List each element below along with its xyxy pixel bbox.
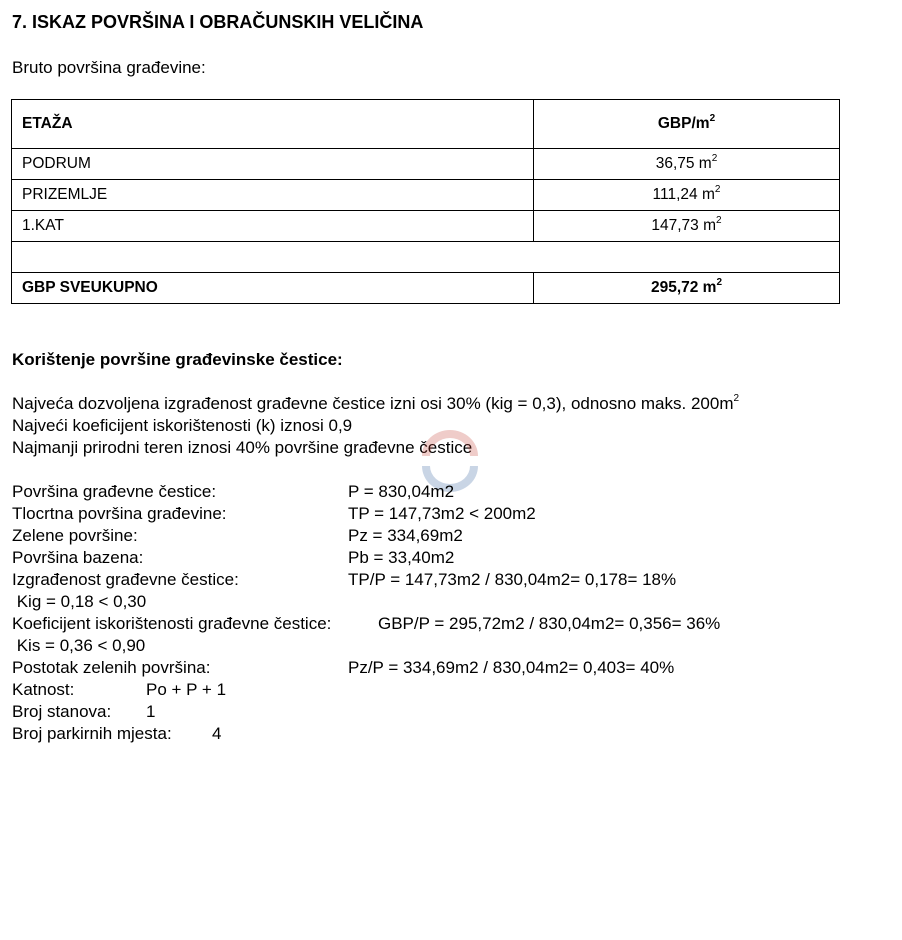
build-ratio-value: TP/P = 147,73m2 / 830,04m2= 0,178= 18% bbox=[348, 570, 677, 589]
green-area-value: Pz = 334,69m2 bbox=[348, 526, 463, 545]
section-heading: 7. ISKAZ POVRŠINA I OBRAČUNSKIH VELIČINA bbox=[12, 12, 424, 32]
min-natural-terrain-line: Najmanji prirodni teren iznosi 40% površine građevne čestice bbox=[12, 438, 473, 457]
floor-area: 36,75 $m^2$ bbox=[534, 149, 840, 180]
floor-area: 147,73 $m^2$ bbox=[534, 211, 840, 242]
plot-usage-title: Korištenje površine građevinske čestice: bbox=[12, 350, 343, 369]
kig-line: Kig = 0,18 < 0,30 bbox=[12, 592, 147, 611]
footprint-value: TP = 147,73m2 < 200m2 bbox=[348, 504, 536, 523]
table-total-row bbox=[12, 273, 840, 304]
apartments-value: 1 bbox=[146, 702, 156, 721]
max-utilization-line: Najveći koeficijent iskorištenosti (k) iznosi 0,9 bbox=[12, 416, 353, 435]
table-row bbox=[12, 180, 840, 211]
parking-value: 4 bbox=[212, 724, 222, 743]
empty-cell bbox=[12, 242, 840, 273]
table-spacer-row bbox=[12, 242, 840, 273]
green-pct-value: Pz/P = 334,69m2 / 830,04m2= 0,403= 40% bbox=[348, 658, 675, 677]
gross-area-subtitle: Bruto površina građevine: bbox=[12, 58, 206, 77]
gross-area-table bbox=[11, 99, 840, 304]
table-row bbox=[12, 211, 840, 242]
floor-column-header: ETAŽA bbox=[12, 100, 534, 149]
pool-area-label: Površina bazena: bbox=[12, 548, 144, 567]
plot-area-value: P = 830,04m2 bbox=[348, 482, 455, 501]
pool-area-value: Pb = 33,40m2 bbox=[348, 548, 455, 567]
floor-name: 1.KAT bbox=[12, 211, 534, 242]
build-ratio-label: Izgrađenost građevne čestice: bbox=[12, 570, 239, 589]
apartments-label: Broj stanova: bbox=[12, 702, 112, 721]
floors-label: Katnost: bbox=[12, 680, 75, 699]
footprint-label: Tlocrtna površina građevine: bbox=[12, 504, 227, 523]
max-coverage-line: Najveća dozvoljena izgrađenost građevne čestice izni osi 30% (kig = 0,3), odnosno maks. $200m^2$ bbox=[12, 393, 740, 413]
parking-label: Broj parkirnih mjesta: bbox=[12, 724, 172, 743]
table-header-row bbox=[12, 100, 840, 149]
total-label: GBP SVEUKUPNO bbox=[12, 273, 534, 304]
use-coef-value: GBP/P = 295,72m2 / 830,04m2= 0,356= 36% bbox=[378, 614, 721, 633]
plot-area-label: Površina građevne čestice: bbox=[12, 482, 217, 501]
use-coef-label: Koeficijent iskorištenosti građevne čestice: bbox=[12, 614, 332, 633]
table-row bbox=[12, 149, 840, 180]
gbp-column-header: GBP/$m^2$ bbox=[534, 100, 840, 149]
green-pct-label: Postotak zelenih površina: bbox=[12, 658, 211, 677]
floor-area: 111,24 $m^2$ bbox=[534, 180, 840, 211]
total-area: 295,72 $m^2$ bbox=[534, 273, 840, 304]
floors-value: Po + P + 1 bbox=[146, 680, 227, 699]
green-area-label: Zelene površine: bbox=[12, 526, 138, 545]
floor-name: PODRUM bbox=[12, 149, 534, 180]
floor-name: PRIZEMLJE bbox=[12, 180, 534, 211]
kis-line: Kis = 0,36 < 0,90 bbox=[12, 636, 146, 655]
